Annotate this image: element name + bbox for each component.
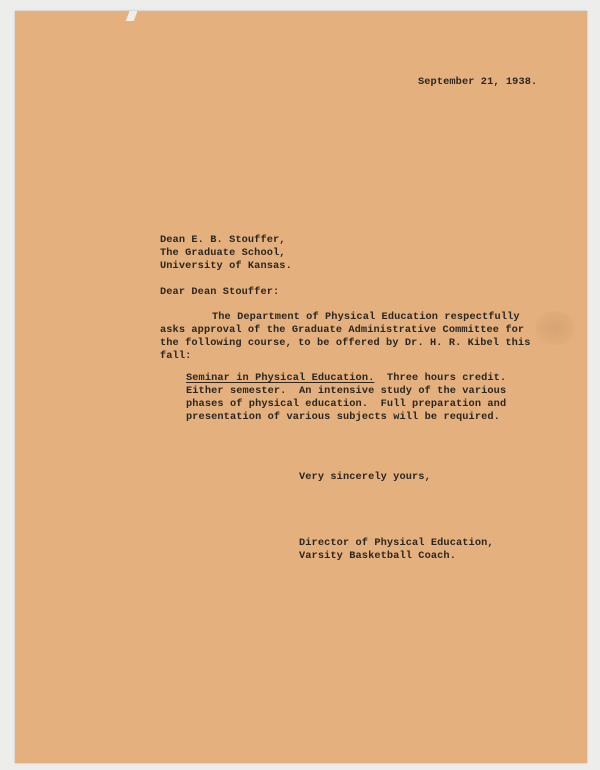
paper-stain bbox=[535, 311, 575, 345]
body-line: fall: bbox=[160, 350, 192, 362]
letter-page bbox=[15, 11, 587, 763]
course-line: Either semester. An intensive study of the various bbox=[186, 385, 507, 397]
salutation: Dear Dean Stouffer: bbox=[160, 286, 280, 298]
signature-title: Director of Physical Education, bbox=[299, 537, 494, 549]
recipient-office: The Graduate School, bbox=[160, 247, 286, 259]
closing: Very sincerely yours, bbox=[299, 471, 431, 483]
body-line: asks approval of the Graduate Administrative Committee for bbox=[160, 324, 525, 336]
body-line: The Department of Physical Education respectfully bbox=[212, 311, 520, 323]
signature-title: Varsity Basketball Coach. bbox=[299, 550, 456, 562]
course-line: phases of physical education. Full preparation and bbox=[186, 398, 507, 410]
letter-date: September 21, 1938. bbox=[418, 76, 538, 88]
course-line: presentation of various subjects will be required. bbox=[186, 411, 500, 423]
recipient-institution: University of Kansas. bbox=[160, 260, 292, 272]
course-credit: Three hours credit. bbox=[374, 372, 507, 384]
course-line bbox=[186, 372, 506, 384]
body-line: the following course, to be offered by Dr. H. R. Kibel this bbox=[160, 337, 531, 349]
recipient-name: Dean E. B. Stouffer, bbox=[160, 234, 286, 246]
course-title: Seminar in Physical Education. bbox=[186, 372, 375, 384]
paper-tear bbox=[126, 11, 138, 21]
